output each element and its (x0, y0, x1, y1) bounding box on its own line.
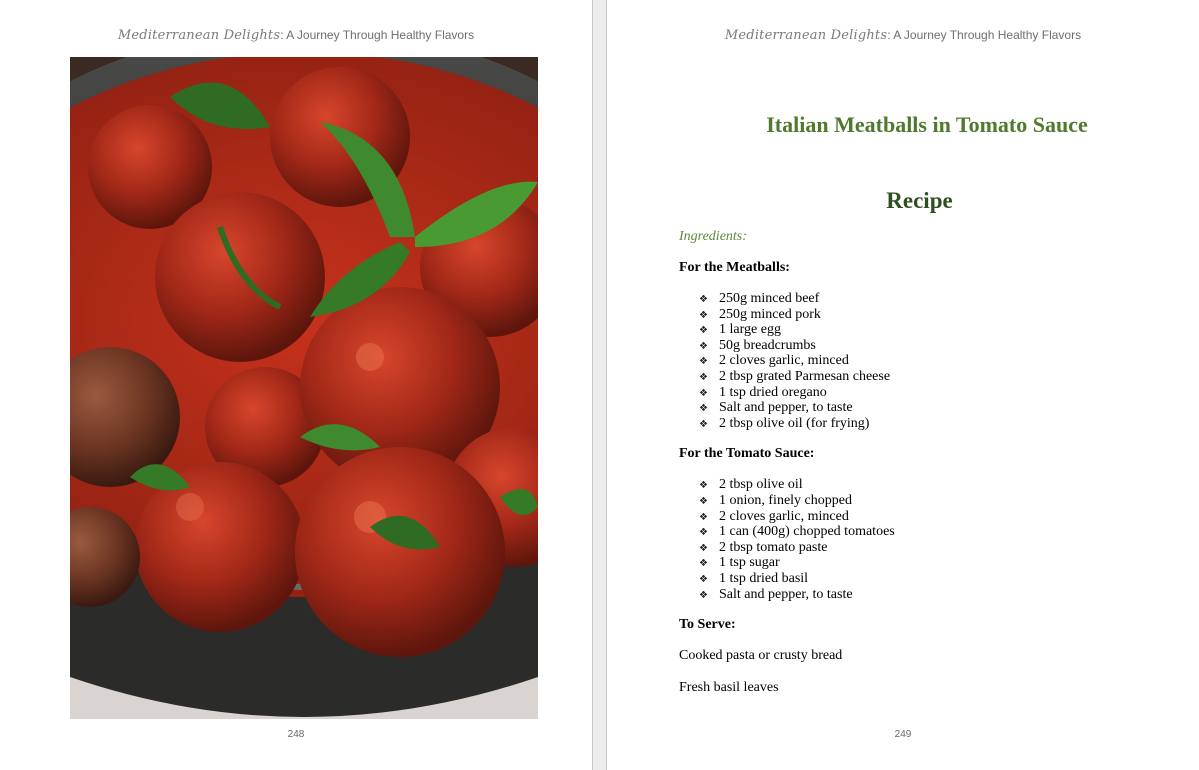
list-item (699, 416, 1159, 432)
list-item (699, 291, 1159, 307)
serve-line: Fresh basil leaves (679, 680, 779, 696)
list-item (699, 493, 1159, 509)
header-subtitle: : A Journey Through Healthy Flavors (887, 28, 1082, 42)
bullet-icon: ❖ (699, 573, 708, 585)
sauce-ingredient-list (679, 477, 1159, 602)
ingredient-text: 250g minced beef (719, 291, 820, 306)
bullet-icon: ❖ (699, 480, 708, 492)
ingredient-text: 250g minced pork (719, 306, 821, 322)
list-item (699, 540, 1159, 556)
bullet-icon: ❖ (699, 356, 708, 368)
ingredient-text: 2 cloves garlic, minced (719, 353, 849, 369)
ingredient-text: 50g breadcrumbs (719, 337, 816, 353)
bullet-icon: ❖ (699, 542, 708, 554)
ingredient-text: 2 tbsp tomato paste (719, 539, 828, 555)
bullet-icon: ❖ (699, 403, 708, 415)
running-header (607, 28, 1199, 43)
header-script-title: Mediterranean Delights (724, 28, 888, 43)
list-item (699, 385, 1159, 401)
list-item (699, 307, 1159, 323)
sauce-heading: For the Tomato Sauce: (679, 446, 815, 462)
list-item (699, 322, 1159, 338)
ingredient-text: 1 onion, finely chopped (719, 492, 852, 508)
running-header (0, 28, 592, 43)
bullet-icon: ❖ (699, 371, 708, 383)
list-item (699, 509, 1159, 525)
ingredient-text: 2 cloves garlic, minced (719, 508, 849, 524)
bullet-icon: ❖ (699, 527, 708, 539)
list-item (699, 555, 1159, 571)
serve-heading: To Serve: (679, 617, 736, 633)
right-page (607, 0, 1199, 770)
page-number-left: 248 (287, 729, 305, 740)
list-item (699, 477, 1159, 493)
bullet-icon: ❖ (699, 511, 708, 523)
list-item (699, 587, 1159, 603)
meatballs-photo (70, 57, 538, 719)
page-number-right: 249 (894, 729, 912, 740)
ingredient-text: Salt and pepper, to taste (719, 586, 853, 602)
list-item (699, 369, 1159, 385)
list-item (699, 338, 1159, 354)
bullet-icon: ❖ (699, 294, 708, 305)
section-heading: Recipe (886, 188, 953, 213)
list-item (699, 400, 1159, 416)
header-subtitle: : A Journey Through Healthy Flavors (280, 28, 475, 42)
ingredient-text: 1 tsp dried oregano (719, 384, 827, 400)
ingredient-text: 2 tbsp olive oil (for frying) (719, 415, 870, 431)
ingredient-text: 1 large egg (719, 322, 781, 338)
header-script-title: Mediterranean Delights (117, 28, 281, 43)
serve-line: Cooked pasta or crusty bread (679, 648, 843, 664)
bullet-icon: ❖ (699, 418, 708, 430)
list-item (699, 571, 1159, 587)
recipe-title: Italian Meatballs in Tomato Sauce (766, 112, 1088, 137)
ingredient-text: Salt and pepper, to taste (719, 400, 853, 416)
meatballs-ingredient-list (679, 291, 1159, 431)
list-item (699, 353, 1159, 369)
bullet-icon: ❖ (699, 495, 708, 507)
ingredient-text: 2 tbsp olive oil (719, 477, 803, 493)
bullet-icon: ❖ (699, 309, 708, 321)
bullet-icon: ❖ (699, 387, 708, 399)
meatballs-heading: For the Meatballs: (679, 260, 790, 275)
page-gutter (592, 0, 607, 770)
recipe-content (679, 260, 1159, 712)
bullet-icon: ❖ (699, 325, 708, 337)
bullet-icon: ❖ (699, 558, 708, 570)
ingredient-text: 1 tsp dried basil (719, 570, 809, 586)
left-page (0, 0, 592, 770)
list-item (699, 524, 1159, 540)
ingredient-text: 2 tbsp grated Parmesan cheese (719, 368, 891, 384)
bullet-icon: ❖ (699, 340, 708, 352)
ingredient-text: 1 can (400g) chopped tomatoes (719, 524, 895, 540)
ingredient-text: 1 tsp sugar (719, 555, 780, 571)
bullet-icon: ❖ (699, 589, 708, 601)
ingredients-label: Ingredients: (679, 229, 747, 244)
